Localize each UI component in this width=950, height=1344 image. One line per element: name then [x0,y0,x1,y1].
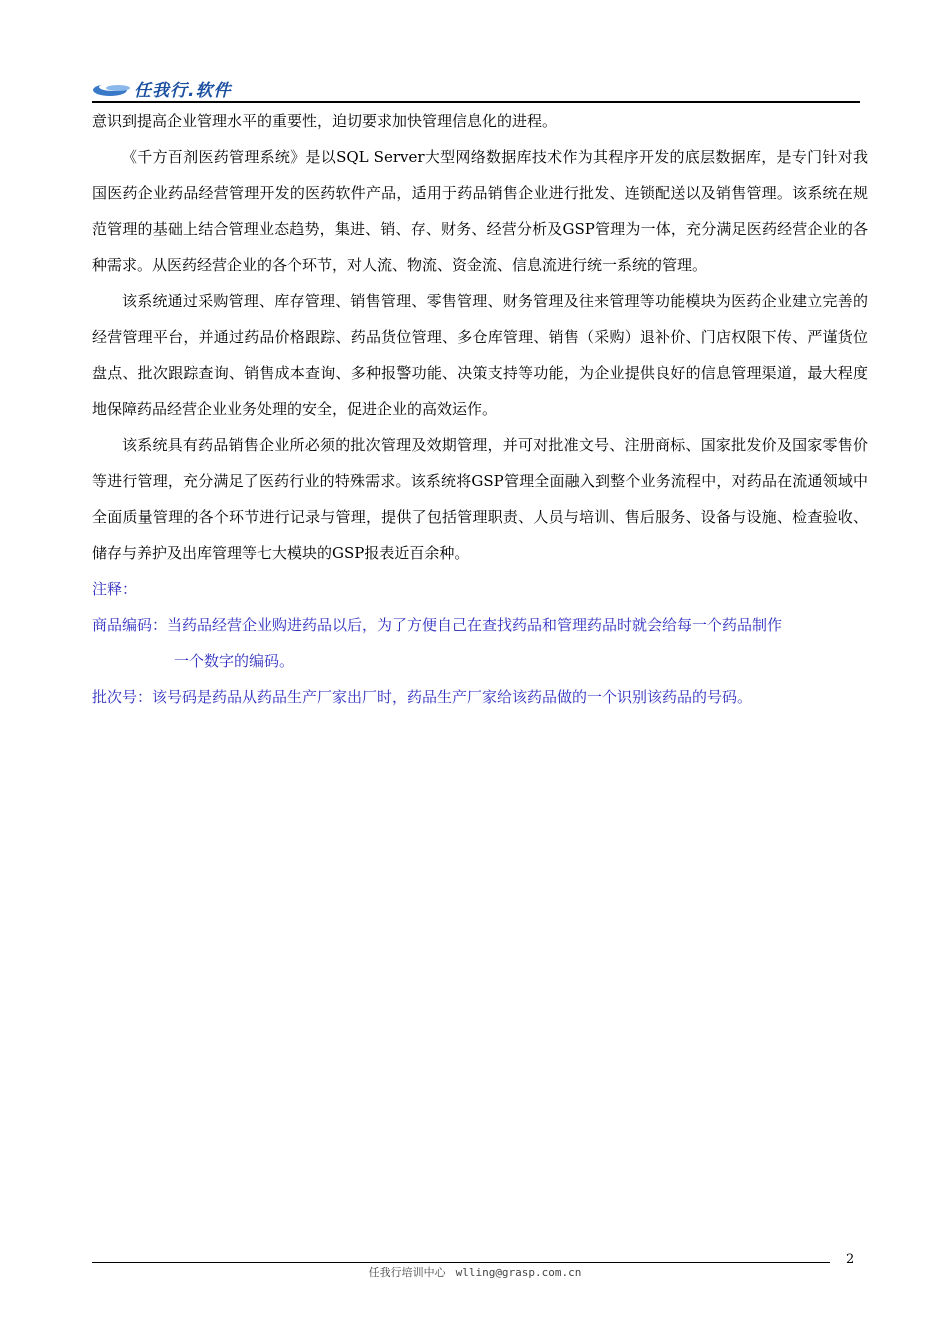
continued-line: 意识到提高企业管理水平的重要性，迫切要求加快管理信息化的进程。 [92,112,558,130]
page-footer [0,1264,950,1280]
paragraph-2: 该系统通过采购管理、库存管理、销售管理、零售管理、财务管理及往来管理等功能模块为医药企业建立完善的经营管理平台，并通过药品价格跟踪、药品货位管理、多仓库管理、销售（采购）退补价、门店权限下传、严谨货位盘点、批次跟踪查询、销售成本查询、多种报警功能、决策支持等功能，为企业提供良好的信息管理渠道，最大程度地保障药品经营企业业务处理的安全，促进企业的高效运作。 [92,292,868,418]
notes-title: 注释： [92,580,138,598]
paragraph-1: 《千方百剂医药管理系统》是以SQL Server大型网络数据库技术作为其程序开发的底层数据库，是专门针对我国医药企业药品经营管理开发的医药软件产品，适用于药品销售企业进行批发、连锁配送以及销售管理。该系统在规范管理的基础上结合管理业态趋势，集进、销、存、财务、经营分析及GSP管理为一体，充分满足医药经营企业的各种需求。从医药经营企业的各个环节，对人流、物流、资金流、信息流进行统一系统的管理。 [92,148,868,274]
footer-org: 任我行培训中心 [368,1266,446,1279]
note-product-code-text: 当药品经营企业购进药品以后，为了方便自己在查找药品和管理药品时就会给每一个药品制作 [167,616,783,634]
logo-text: 任我行.软件 [134,81,232,101]
document-body [92,103,868,715]
company-logo [92,76,262,100]
note-batch-number: 批次号：该号码是药品从药品生产厂家出厂时，药品生产厂家给该药品做的一个识别该药品的号码。 [92,688,753,706]
footer-divider [92,1262,830,1263]
footer-email: wlling@grasp.com.cn [455,1266,582,1279]
page-number: 2 [846,1252,855,1267]
notes-section [92,571,868,715]
paragraph-3: 该系统具有药品销售企业所必须的批次管理及效期管理，并可对批准文号、注册商标、国家批发价及国家零售价等进行管理，充分满足了医药行业的特殊需求。该系统将GSP管理全面融入到整个业务流程中，对药品在流通领域中全面质量管理的各个环节进行记录与管理，提供了包括管理职责、人员与培训、售后服务、设备与设施、检查验收、储存与养护及出库管理等七大模块的GSP报表近百余种。 [92,436,868,562]
page-header [92,76,860,102]
note-product-code-label: 商品编码： [92,616,168,634]
note-product-code [92,607,868,679]
note-product-code-continuation: 一个数字的编码。 [174,652,295,670]
swoosh-icon [92,78,132,98]
